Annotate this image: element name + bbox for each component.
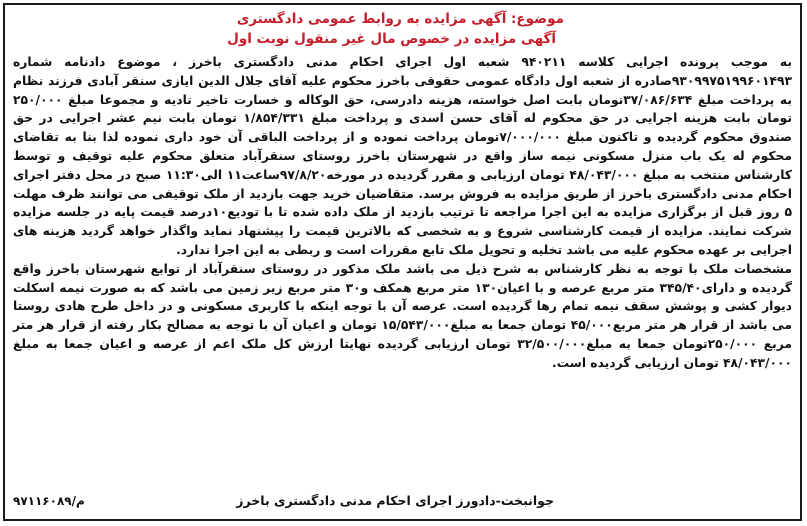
notice-paragraph-property: مشخصات ملک با توجه به نظر کارشناس به شرح ذیل می باشد ملک مذکور در روستای سنقرآباد از توابع شهرستان باخرز واقع گردیده و دارای۳۴۵/۴۰ متر مربع عرصه و با اعیان۱۳۰ متر مربع همکف و۳۰ متر مربع زیر زمین می باشد که به صورت نیمه اسکلت دیوار کشی و پوشش سقف نیمه تمام رها گردیده است. عرصه آن با توجه اینکه با کاربری مسکونی و در داخل طرح هادی روستا می باشد از قرار هر متر مربع۴۵/۰۰۰ تومان جمعا به مبلغ۱۵/۵۴۳/۰۰۰ تومان و اعیان آن با توجه به مصالح بکار رفته از قرار هر متر مربع ۲۵۰/۰۰۰تومان جمعا به مبلغ۳۲/۵۰۰/۰۰۰ تومان ارزیابی گردیده نهایتا ارزش کل ملک اعم از عرصه و اعیان جمعا به مبلغ ۴۸/۰۴۳/۰۰۰ تومان ارزیابی گردیده است. [13,261,793,370]
notice-footer [11,491,792,513]
auction-notice [3,3,802,521]
notice-header [11,9,794,51]
notice-body [13,53,792,373]
notice-subtitle: آگهی مزایده در خصوص مال غیر منقول نوبت اول [227,31,556,47]
notice-paragraph-case: به موجب پرونده اجرایی کلاسه ۹۴۰۲۱۱ شعبه اول اجرای احکام مدنی دادگستری باخرز ، موضوع دادنامه شماره ۹۳۰۹۹۷۵۱۹۹۶۰۱۴۹۳صادره از شعبه اول دادگاه عمومی حقوقی باخرز محکوم علیه آقای جلال الدین ایازی سنقر آبادی فرزند نظام به پرداخت مبلغ ۳۷/۰۸۶/۶۳۴تومان بابت اصل خواسته، هزینه دادرسی، حق الوکاله و خسارت تاخیر تادیه و مجموعا مبلغ ۲۵۰/۰۰۰ تومان بابت هزینه اجرایی در حق محکوم له آقای حسن اسدی و پرداخت مبلغ ۱/۸۵۴/۳۳۱ تومان بابت نیم عشر اجرایی در حق صندوق محکوم گردیده و تاکنون مبلغ ۷/۰۰۰/۰۰۰تومان پرداخت نموده و از پرداخت الباقی آن خود داری نموده لذا بنا به تقاضای محکوم له یک باب منزل مسکونی نیمه ساز واقع در شهرستان باخرز روستای سنقرآباد متعلق محکوم علیه توقیف و توسط کارشناس منتخب به مبلغ ۴۸/۰۴۳/۰۰۰ تومان ارزیابی و مقرر گردیده در مورخه۹۷/۸/۲۰ساعت۱۱ الی۱۱:۳۰ صبح در محل دفتر اجرای احکام مدنی دادگستری باخرز از طریق مزایده به فروش برسد. متقاضیان خرید جهت بازدید از ملک توقیفی می توانند ظرف مهلت ۵ روز قبل از برگزاری مزایده به این اجرا مراجعه تا ترتیب بازدید از ملک داده شده تا با تودیع۱۰درصد قیمت پایه در جلسه مزایده شرکت نمایند. مزایده از قیمت کارشناسی شروع و به شخصی که بالاترین قیمت را پیشنهاد نماید واگذار خواهد گردید هزینه های اجرایی بر عهده محکوم علیه می باشد تخلیه و تحویل ملک تابع مقررات است و ربطی به این اجرا ندارد. [13,55,793,257]
reference-code: م/۹۷۱۱۶۰۸۹ [13,494,85,508]
notice-title: موضوع: آگهی مزایده به روابط عمومی دادگستری [236,11,564,27]
signature-line: جوانبخت-دادورز اجرای احکام مدنی دادگستری باخرز [236,493,554,508]
